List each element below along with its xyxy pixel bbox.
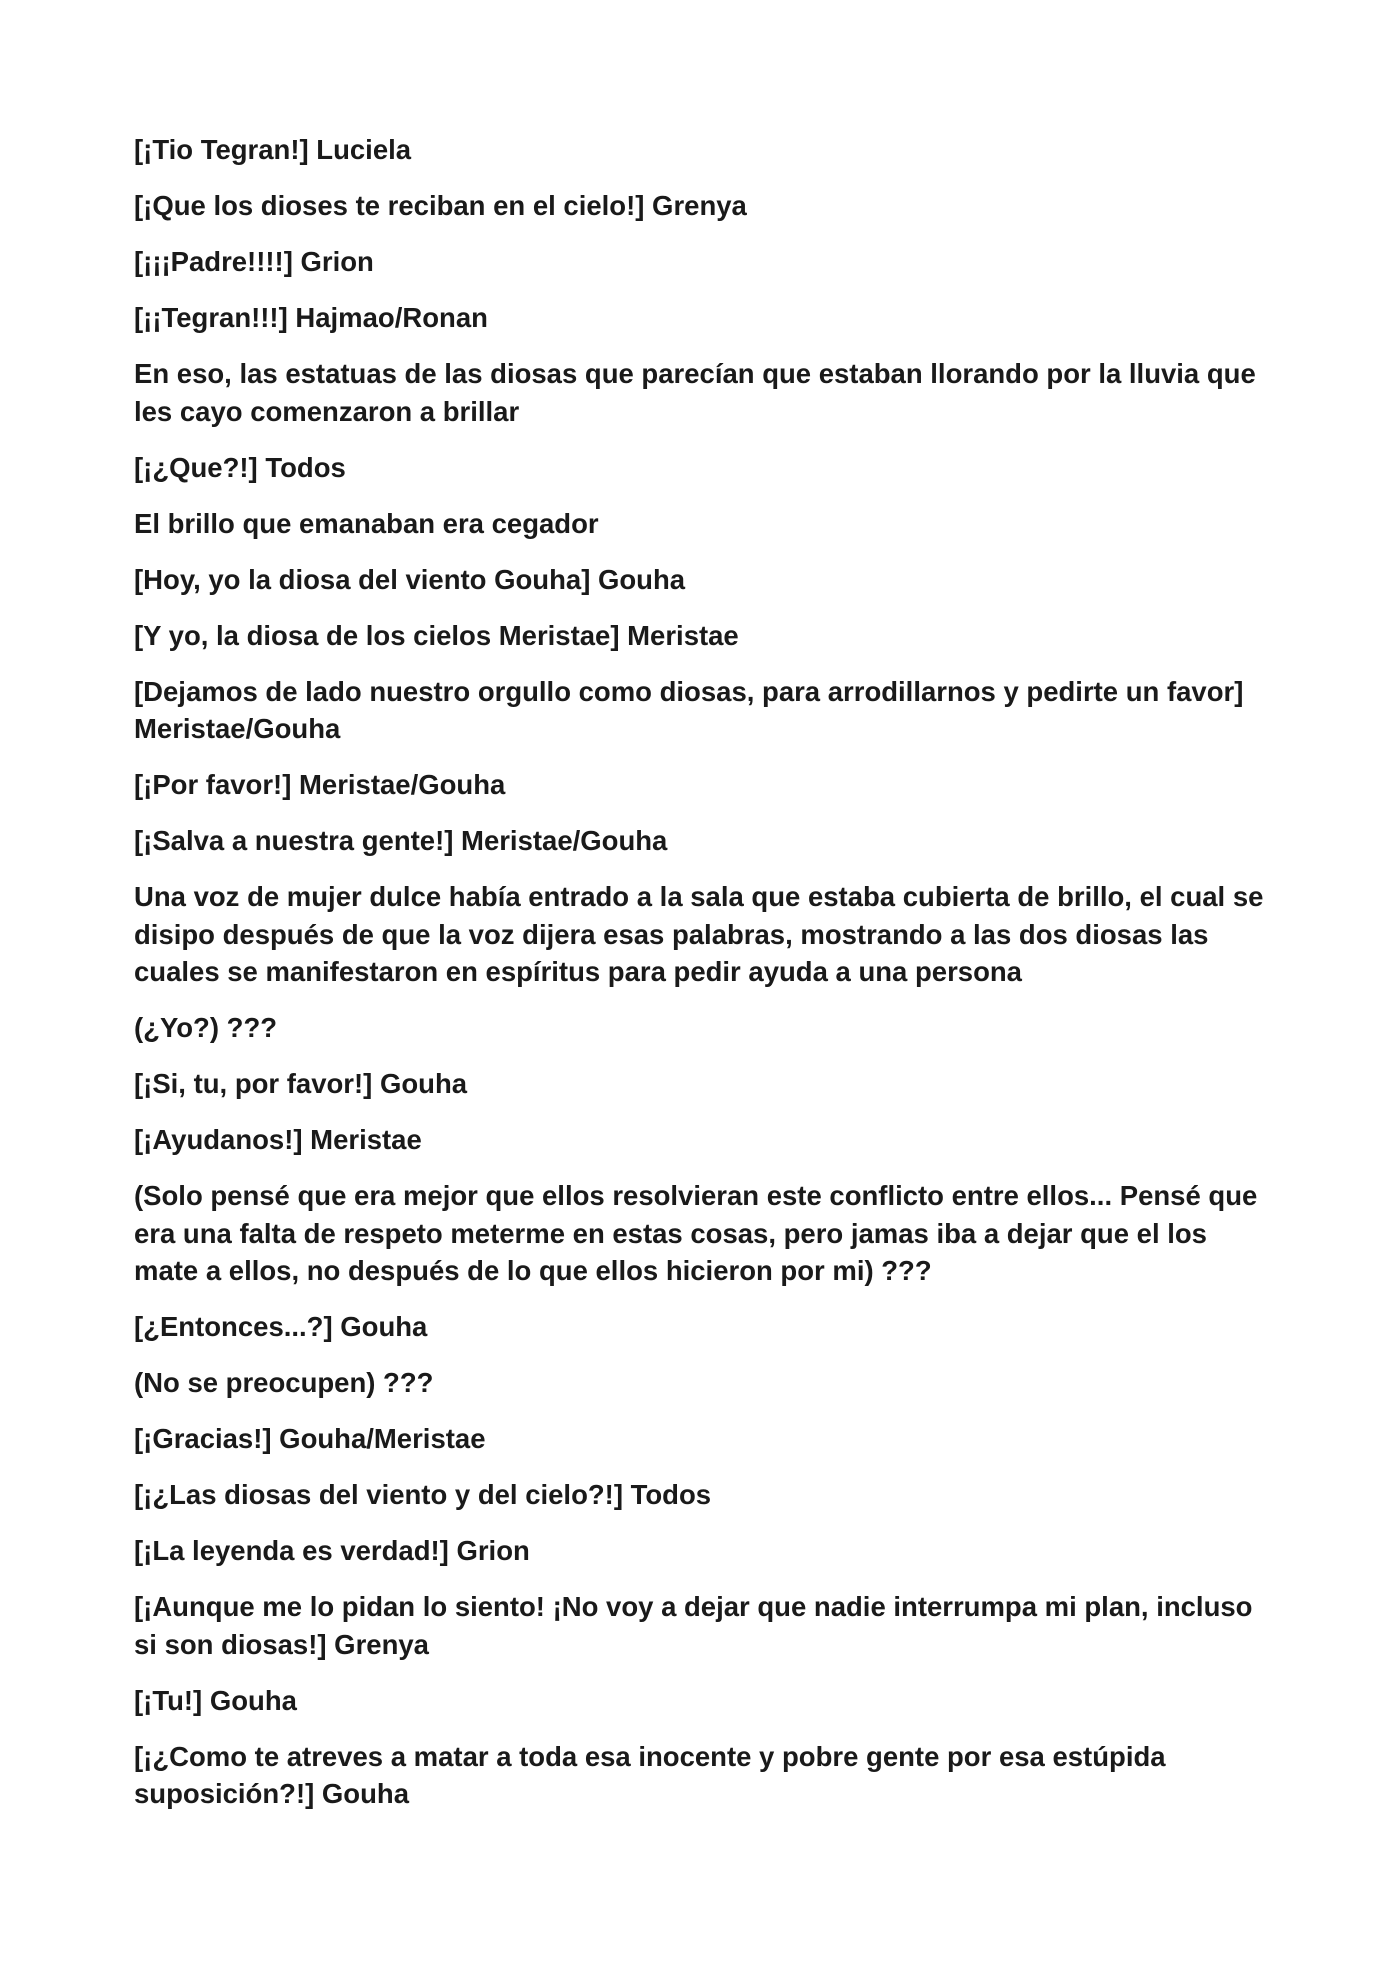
paragraph: [¡Si, tu, por favor!] Gouha [134,1068,468,1099]
paragraph: [¡Salva a nuestra gente!] Meristae/Gouha [134,825,668,856]
paragraph: [¿Entonces...?] Gouha [134,1311,428,1342]
paragraph: (Solo pensé que era mejor que ellos resolvieran este conflicto entre ellos... Pensé que era una falta de respeto meterme en estas cosas, pero jamas iba a dejar que el los mate a ellos, no después de lo que ellos hicieron por mi) ??? [134,1180,1258,1286]
paragraph: [Y yo, la diosa de los cielos Meristae] Meristae [134,619,739,651]
paragraph: [¡La leyenda es verdad!] Grion [134,1535,530,1566]
paragraph: [¡Tu!] Gouha [134,1684,297,1716]
paragraph: [¡¿Como te atreves a matar a toda esa inocente y pobre gente por esa estúpida suposición?!] Gouha [134,1740,1166,1809]
paragraph: [¡Tio Tegran!] Luciela [134,134,412,165]
paragraph: (¿Yo?) ??? [134,1012,278,1043]
paragraph: [¡¡Tegran!!!] Hajmao/Ronan [134,302,488,333]
paragraph: [¡¡¡Padre!!!!] Grion [134,246,374,277]
paragraph: [¡Aunque me lo pidan lo siento! ¡No voy a dejar que nadie interrumpa mi plan, incluso si son diosas!] Grenya [134,1591,1253,1660]
paragraph: [¡Que los dioses te reciban en el cielo!] Grenya [134,190,747,221]
paragraph: [¡Por favor!] Meristae/Gouha [134,769,506,800]
paragraph: (No se preocupen) ??? [134,1367,434,1398]
document-body [134,131,1274,1831]
paragraph: Una voz de mujer dulce había entrado a la sala que estaba cubierta de brillo, el cual se disipo después de que la voz dijera esas palabras, mostrando a las dos diosas las cuales se manifestaron en espíritus para pedir ayuda a una persona [134,881,1264,987]
paragraph: [¡Gracias!] Gouha/Meristae [134,1423,486,1454]
paragraph: [Hoy, yo la diosa del viento Gouha] Gouha [134,563,686,595]
paragraph: El brillo que emanaban era cegador [134,507,599,539]
paragraph: [¡¿Las diosas del viento y del cielo?!] Todos [134,1479,712,1510]
paragraph: [Dejamos de lado nuestro orgullo como diosas, para arrodillarnos y pedirte un favor] Meristae/Gouha [134,675,1244,744]
paragraph: En eso, las estatuas de las diosas que parecían que estaban llorando por la lluvia que les cayo comenzaron a brillar [134,358,1256,427]
paragraph: [¡¿Que?!] Todos [134,451,346,483]
paragraph: [¡Ayudanos!] Meristae [134,1124,422,1155]
